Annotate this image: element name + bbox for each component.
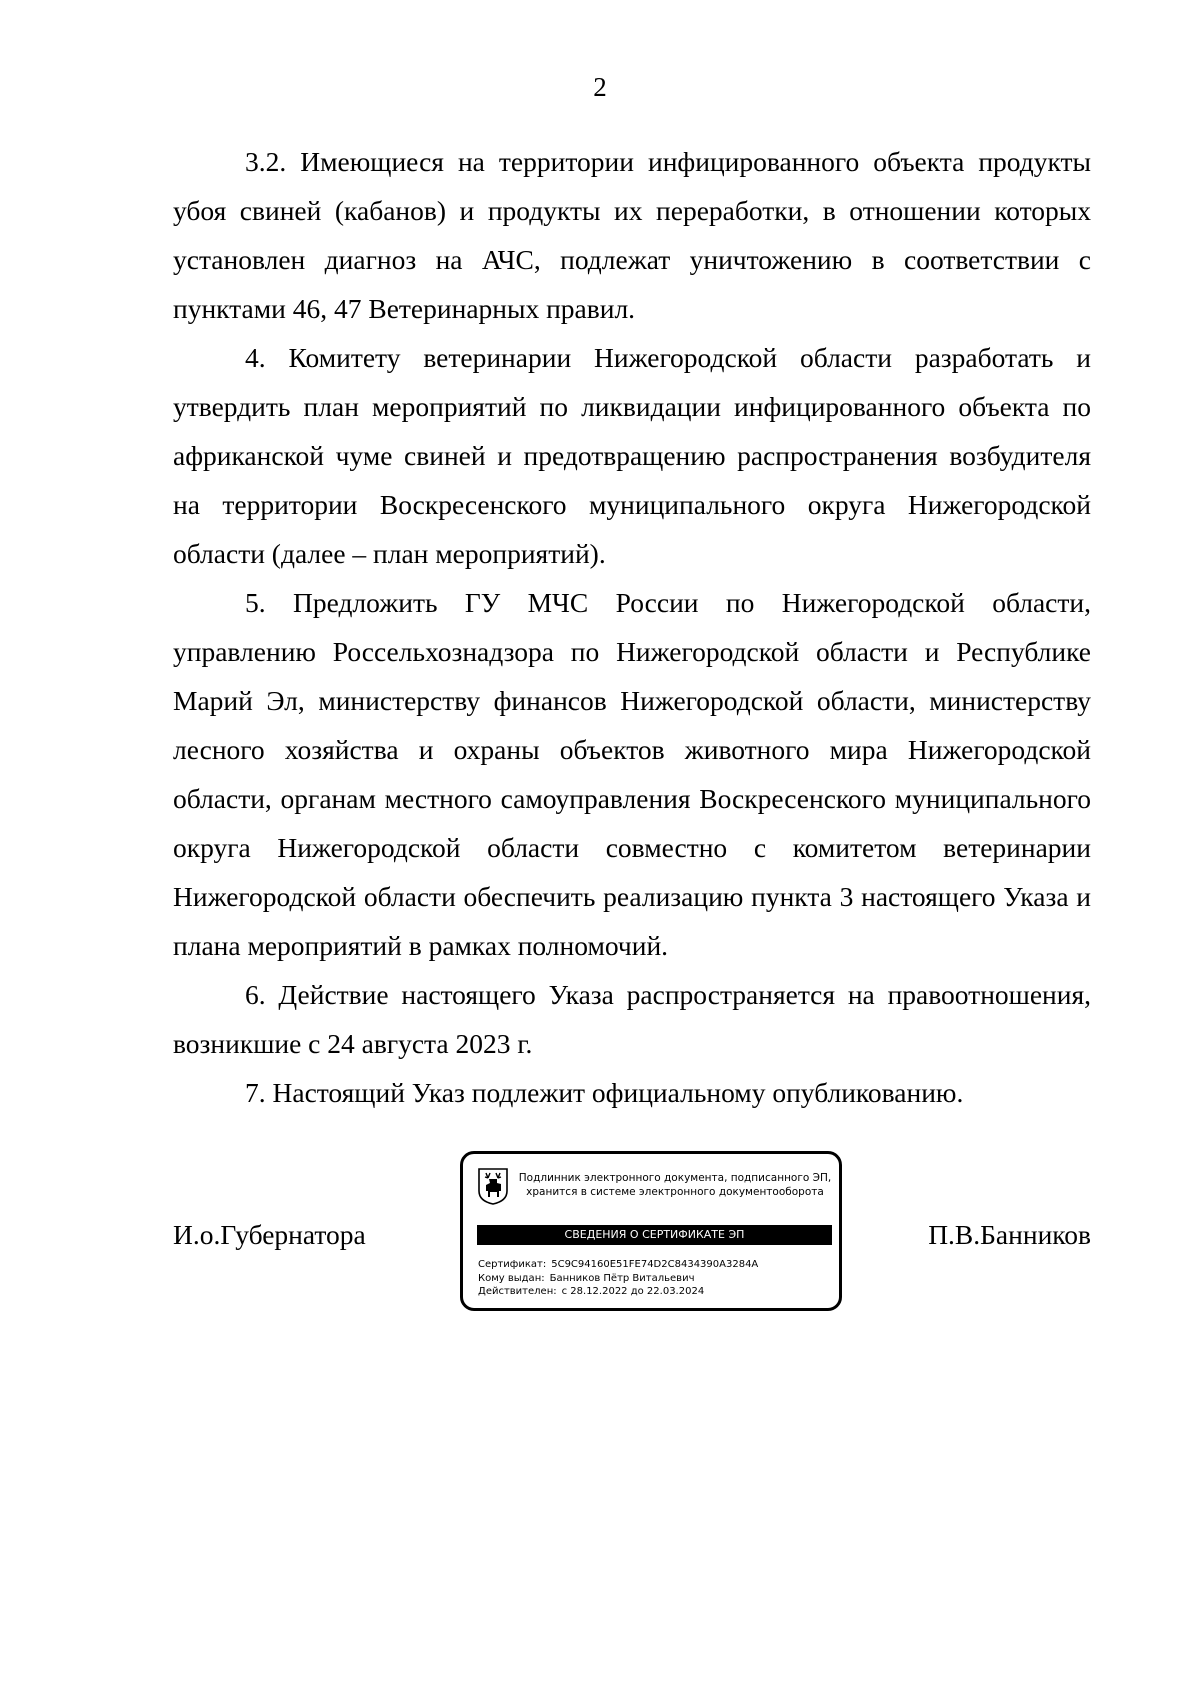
certificate-info-bar: СВЕДЕНИЯ О СЕРТИФИКАТЕ ЭП	[477, 1225, 832, 1245]
paragraph-6: 6. Действие настоящего Указа распространяется на правоотношения, возникшие с 24 августа 2023 г.	[173, 979, 1091, 1059]
stamp-header-line2: хранится в системе электронного документооборота	[526, 1186, 824, 1198]
validity-row	[478, 1285, 758, 1299]
stamp-header-line1: Подлинник электронного документа, подписанного ЭП,	[518, 1172, 832, 1184]
signatory-name: П.В.Банников	[928, 1219, 1091, 1250]
paragraph-5: 5. Предложить ГУ МЧС России по Нижегородской области, управлению Россельхознадзора по Нижегородской области и Республике Марий Эл, министерству финансов Нижегородской области, министерству лесного хозяйства и охраны объектов животного мира Нижегородской области, органам местного самоуправления Воскресенского муниципального округа Нижегородской области совместно с комитетом ветеринарии Нижегородской области обеспечить реализацию пункта 3 настоящего Указа и плана мероприятий в рамках полномочий.	[173, 587, 1091, 961]
certificate-label: Сертификат:	[478, 1259, 547, 1270]
page-number: 2	[593, 72, 607, 102]
validity-label: Действителен:	[478, 1286, 557, 1297]
certificate-row	[478, 1258, 758, 1272]
signatory-title: И.о.Губернатора	[173, 1219, 366, 1250]
certificate-value: 5C9C94160E51FE74D2C8434390A3284A	[551, 1259, 759, 1270]
issued-to-value: Банников Пётр Витальевич	[549, 1272, 695, 1284]
paragraph-7: 7. Настоящий Указ подлежит официальному опубликованию.	[245, 1077, 964, 1108]
certificate-details	[478, 1258, 758, 1299]
deer-coat-of-arms-icon	[477, 1167, 509, 1205]
issued-to-label: Кому выдан:	[478, 1272, 545, 1284]
paragraph-3-2: 3.2. Имеющиеся на территории инфицированного объекта продукты убоя свиней (кабанов) и продукты их переработки, в отношении которых установлен диагноз на АЧС, подлежат уничтожению в соответствии с пунктами 46, 47 Ветеринарных правил.	[173, 146, 1091, 324]
paragraph-4: 4. Комитету ветеринарии Нижегородской области разработать и утвердить план мероприятий по ликвидации инфицированного объекта по африканской чуме свиней и предотвращению распространения возбудителя на территории Воскресенского муниципального округа Нижегородской области (далее – план мероприятий).	[173, 342, 1091, 569]
electronic-signature-stamp	[460, 1151, 842, 1311]
issued-to-row	[478, 1272, 758, 1286]
validity-value: с 28.12.2022 до 22.03.2024	[561, 1286, 705, 1297]
stamp-header	[515, 1171, 835, 1199]
document-body	[173, 137, 1091, 1117]
